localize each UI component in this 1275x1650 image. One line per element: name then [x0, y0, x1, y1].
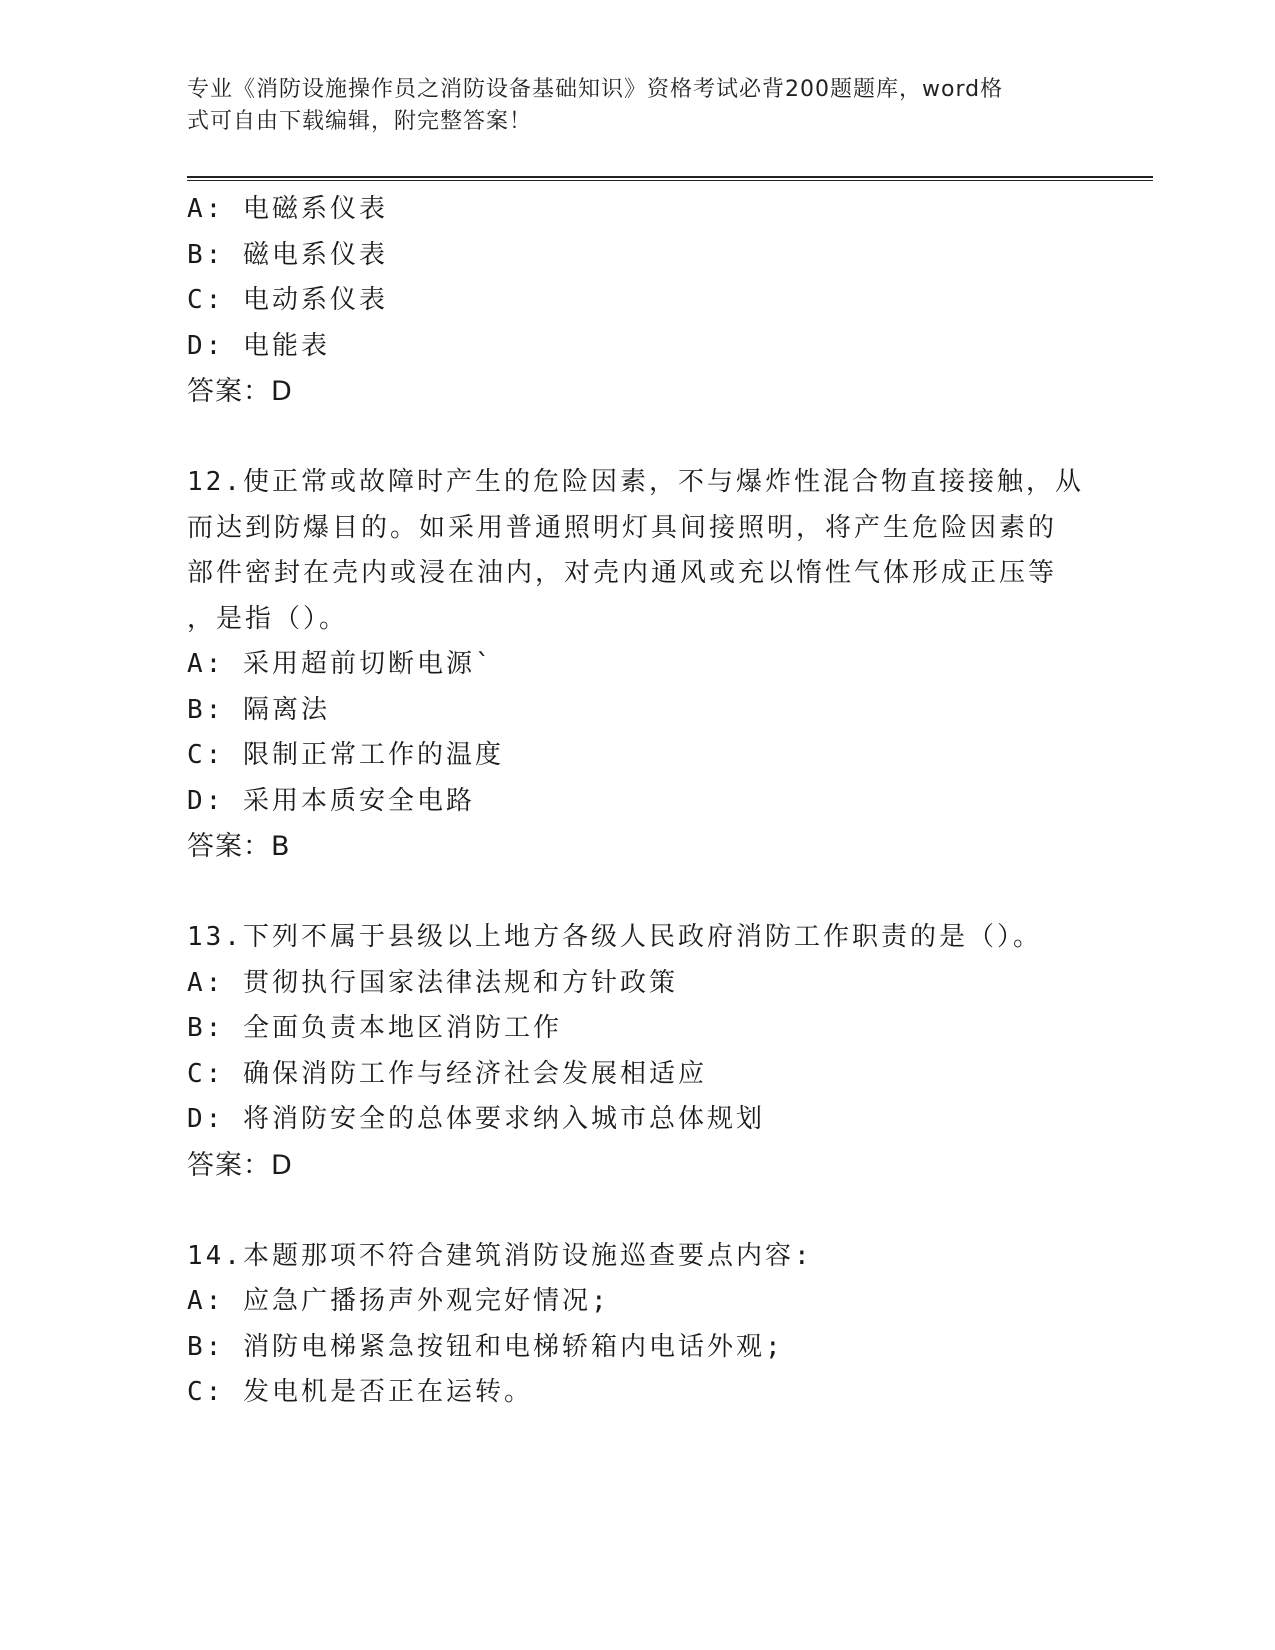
option-d: D: 电能表 — [187, 330, 330, 361]
question-12 — [187, 460, 1087, 870]
question-14 — [187, 1234, 1087, 1416]
option-a: A: 贯彻执行国家法律法规和方针政策 — [187, 967, 678, 998]
option-b: B: 消防电梯紧急按钮和电梯轿箱内电话外观; — [187, 1331, 784, 1362]
answer-line: 答案：B — [187, 831, 291, 862]
header-line-1: 专业《消防设施操作员之消防设备基础知识》资格考试必背200题题库，word格 — [187, 77, 1004, 102]
question-stem-line: 12.使正常或故障时产生的危险因素，不与爆炸性混合物直接接触，从 — [187, 467, 1084, 497]
option-a: A: 电磁系仪表 — [187, 194, 388, 224]
question-stem-line: 14.本题那项不符合建筑消防设施巡查要点内容: — [187, 1240, 813, 1271]
option-b: B: 全面负责本地区消防工作 — [187, 1013, 562, 1043]
option-c: C: 确保消防工作与经济社会发展相适应 — [187, 1058, 707, 1089]
option-c: C: 发电机是否正在运转。 — [187, 1377, 533, 1407]
question-spacer — [187, 415, 1087, 461]
header-divider — [187, 176, 1153, 181]
question-list — [187, 187, 1087, 1416]
document-header — [187, 74, 1067, 138]
question-stem-line: 而达到防爆目的。如采用普通照明灯具间接照明，将产生危险因素的 — [187, 512, 1058, 543]
question-stem-line: ，是指（）。 — [187, 603, 349, 634]
answer-line: 答案：D — [187, 1149, 293, 1181]
question-11 — [187, 187, 1087, 415]
option-c: C: 电动系仪表 — [187, 285, 388, 315]
header-line-2: 式可自由下载编辑，附完整答案！ — [187, 109, 533, 134]
option-b: B: 磁电系仪表 — [187, 239, 388, 270]
question-13 — [187, 915, 1087, 1188]
question-stem-line: 部件密封在壳内或浸在油内，对壳内通风或充以惰性气体形成正压等 — [187, 558, 1058, 588]
option-a: A: 应急广播扬声外观完好情况; — [187, 1286, 610, 1316]
question-spacer — [187, 870, 1087, 916]
option-b: B: 隔离法 — [187, 694, 330, 725]
option-d: D: 采用本质安全电路 — [187, 785, 475, 816]
option-a: A: 采用超前切断电源` — [187, 649, 494, 679]
option-d: D: 将消防安全的总体要求纳入城市总体规划 — [187, 1104, 765, 1134]
question-spacer — [187, 1188, 1087, 1234]
answer-line: 答案：D — [187, 376, 293, 407]
option-c: C: 限制正常工作的温度 — [187, 740, 504, 770]
question-stem-line: 13.下列不属于县级以上地方各级人民政府消防工作职责的是（）。 — [187, 922, 1042, 952]
